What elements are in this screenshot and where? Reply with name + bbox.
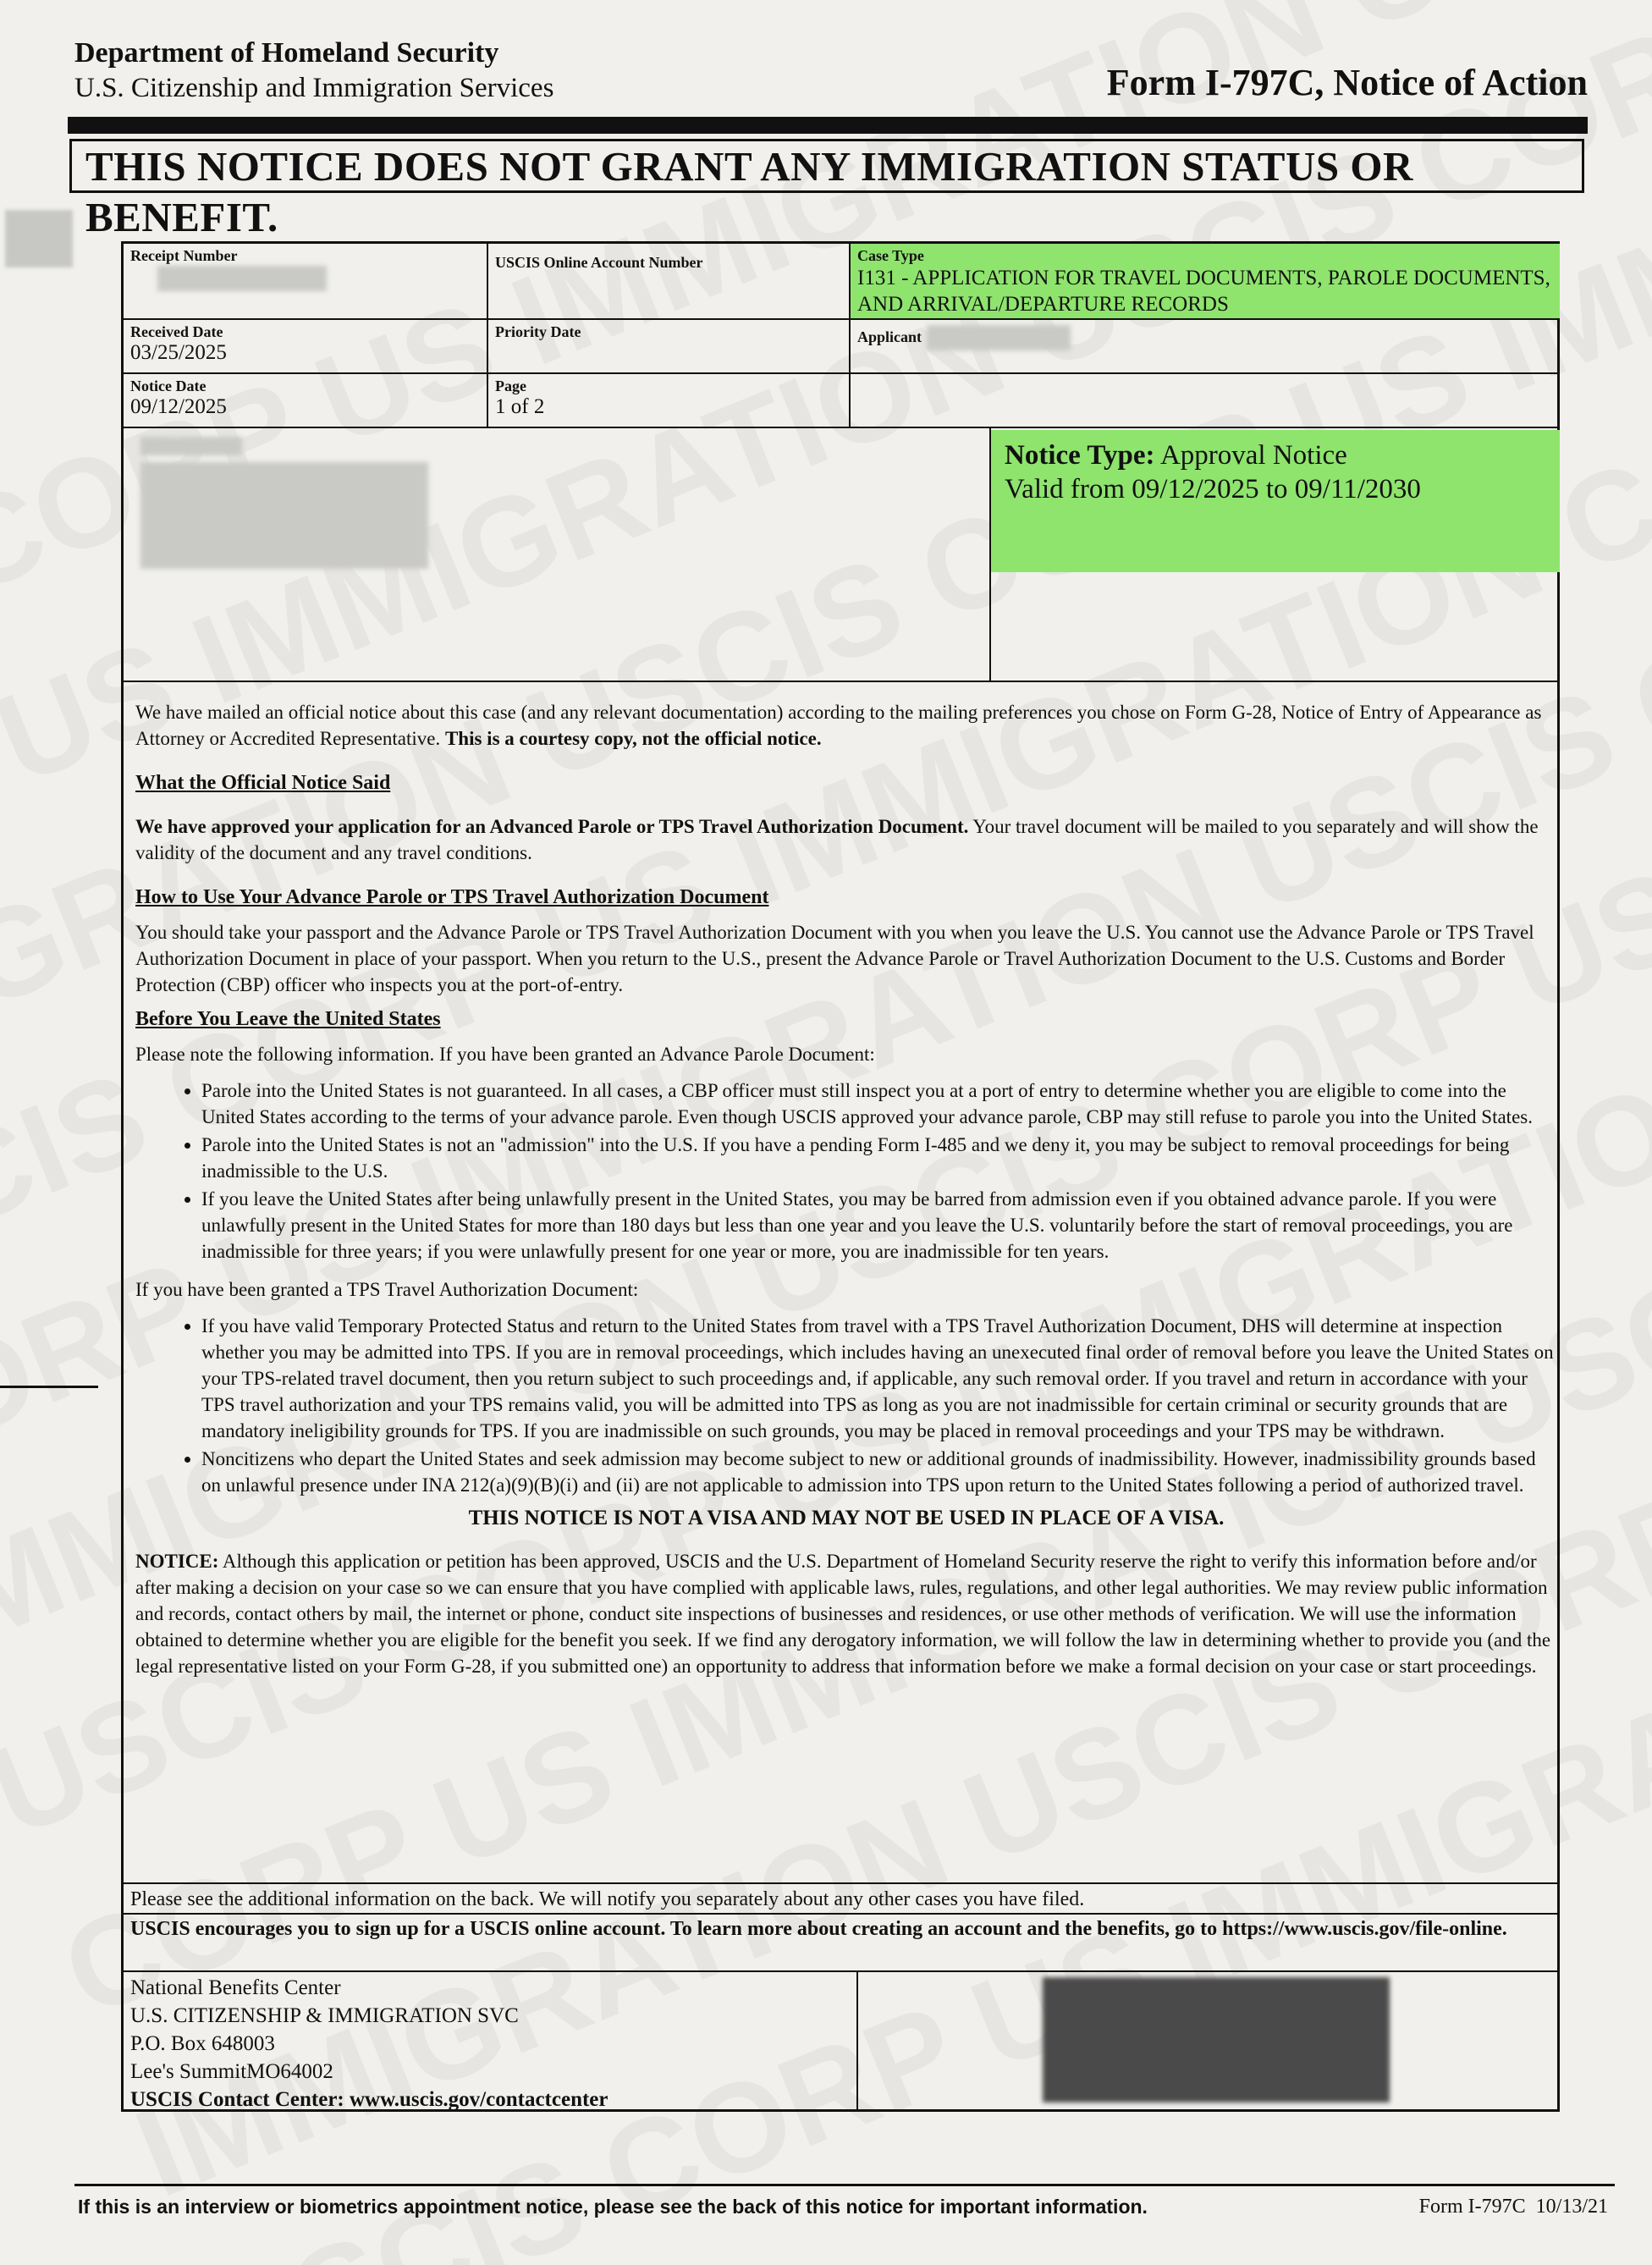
- agency-name: U.S. Citizenship and Immigration Services: [74, 73, 554, 103]
- page-cell: [488, 374, 851, 428]
- header-agency: [74, 37, 553, 104]
- received-date-label: Received Date: [130, 323, 223, 340]
- use-paragraph: You should take your passport and the Advance Parole or TPS Travel Authorization Document with you when you leave the U.S. You cannot use the Advance Parole or TPS Travel Authorization Document in place of your passport. When you return to the U.S., present the Advance Parole or Travel Authorization Document to the U.S. Customs and Border Protection (CBP) officer who inspects you at the port-of-entry.: [135, 922, 1534, 995]
- contact-center-line: USCIS Contact Center: www.uscis.gov/contactcenter: [130, 2088, 608, 2111]
- notice-body: [135, 699, 1557, 1698]
- received-date-cell: [124, 320, 488, 374]
- page-label: Page: [495, 378, 526, 394]
- not-a-visa-notice: THIS NOTICE IS NOT A VISA AND MAY NOT BE USED IN PLACE OF A VISA.: [468, 1507, 1225, 1529]
- section-heading-how-to-use: How to Use Your Advance Parole or TPS Travel Authorization Document: [135, 886, 769, 908]
- redacted-margin-mark: [5, 210, 73, 267]
- notice-type-value: Approval Notice: [1159, 440, 1347, 471]
- applicant-label: Applicant: [857, 328, 922, 345]
- department-name: Department of Homeland Security: [74, 37, 499, 69]
- form-title: Form I-797C, Notice of Action: [1106, 62, 1588, 103]
- intro-paragraph: [135, 699, 1557, 752]
- tps-bullet-list: [135, 1313, 1557, 1498]
- header-rule: [68, 117, 1588, 134]
- receipt-number-cell: [124, 244, 488, 320]
- receipt-number-label: Receipt Number: [130, 247, 238, 264]
- notice-date-label: Notice Date: [130, 378, 206, 394]
- approval-paragraph: [135, 813, 1557, 866]
- notice-form: [121, 241, 1560, 2112]
- list-item: • If you have valid Temporary Protected Status and return to the United States from travel with a TPS Travel Authorization Document, DHS will determine at inspection whether you may be admitted into TPS. If you are in removal proceedings, which includes having an unexecuted final order of removal before you leave the United States on your TPS-related travel document, then you return subject to such proceedings and, if applicable, any such removal order. If you travel and return in accordance with your TPS travel authorization and your TPS remains valid, you will be admitted into TPS as long as you are not inadmissible for certain criminal or security grounds that are mandatory ineligibility grounds for TPS. If you are inadmissible on such grounds, you may be placed in removal proceedings and your TPS may be withdrawn.: [201, 1313, 1557, 1444]
- list-item: • Noncitizens who depart the United States and seek admission may become subject to new or additional grounds of inadmissibility. However, inadmissibility grounds based on unlawful presence under INA 212(a)(9)(B)(i) and (ii) are not applicable to admission into TPS upon return to the United States following a period of authorized travel.: [201, 1446, 1557, 1498]
- approval-detail: Your travel document will be mailed to you separately and will show the validity of the document and any travel conditions.: [135, 816, 1539, 863]
- notice-date-value: 09/12/2025: [130, 395, 227, 418]
- footer-note: If this is an interview or biometrics appointment notice, please see the back of this notice for important information.: [78, 2196, 1148, 2218]
- list-item: • If you leave the United States after being unlawfully present in the United States, you may be barred from admission even if you obtained advance parole. If you were unlawfully present in the United States for more than 180 days but less than one year and you leave the U.S. voluntarily before the start of removal proceedings, you are inadmissible for three years; if you were unlawfully present for one year or more, you are inadmissible for ten years.: [201, 1186, 1557, 1265]
- notice-type-label: Notice Type:: [1005, 440, 1155, 471]
- notice-type-box: [991, 430, 1560, 572]
- online-account-cell: [488, 244, 851, 320]
- office-line-2: U.S. CITIZENSHIP & IMMIGRATION SVC: [130, 2004, 519, 2027]
- status-banner: THIS NOTICE DOES NOT GRANT ANY IMMIGRATION STATUS OR BENEFIT.: [69, 139, 1584, 193]
- validity-period: Valid from 09/12/2025 to 09/11/2030: [1005, 474, 1421, 504]
- priority-date-label: Priority Date: [495, 323, 581, 340]
- office-line-1: National Benefits Center: [130, 1976, 341, 1999]
- notice-date-cell: [124, 374, 488, 428]
- page-value: 1 of 2: [495, 395, 545, 418]
- notice-text: Although this application or petition has been approved, USCIS and the U.S. Department of Homeland Security reserve the right to verify this information before and/or after making a decision on your case so we can ensure that you have complied with applicable laws, rules, regulations, and other legal authorities. We may review public information and records, contact others by mail, the internet or phone, conduct site inspections of businesses and residences, or use other methods of verification. We will use the information obtained to determine whether you are eligible for the benefit you seek. If we find any derogatory information, we will follow the law in determining whether to provide you (and the legal representative listed on your Form G-28, if you submitted one) an opportunity to address that information before we make a formal decision on your case or start proceedings.: [135, 1551, 1551, 1677]
- additional-info-row: Please see the additional information on the back. We will notify you separately about any other cases you have filed.: [124, 1882, 1557, 1913]
- priority-date-cell: [488, 320, 851, 374]
- case-type-label: Case Type: [857, 247, 924, 264]
- section-heading-official-notice: What the Official Notice Said: [135, 772, 391, 794]
- form-number: Form I-797C: [1418, 2196, 1526, 2218]
- case-type-cell: [851, 244, 1560, 320]
- list-item: • Parole into the United States is not an "admission" into the U.S. If you have a pending Form I-485 and we deny it, you may be subject to removal proceedings for being inadmissible to the U.S.: [201, 1132, 1557, 1184]
- redacted-barcode: [1043, 1977, 1390, 2102]
- footer-form-id: [1419, 2196, 1608, 2218]
- approval-statement: We have approved your application for an Advanced Parole or TPS Travel Authorization Document.: [135, 816, 969, 837]
- form-edition-date: 10/13/21: [1535, 2196, 1608, 2218]
- margin-tick: [0, 1386, 98, 1388]
- applicant-cell: [851, 320, 1560, 374]
- office-line-4: Lee's SummitMO64002: [130, 2060, 333, 2083]
- case-type-value: I131 - APPLICATION FOR TRAVEL DOCUMENTS, PAROLE DOCUMENTS, AND ARRIVAL/DEPARTURE RECORDS: [857, 267, 1550, 316]
- before-intro: Please note the following information. If you have been granted an Advance Parole Document:: [135, 1044, 875, 1065]
- notice-type-line: [1005, 438, 1546, 472]
- intro-text: We have mailed an official notice about this case (and any relevant documentation) according to the mailing preferences you chose on Form G-28, Notice of Entry of Appearance as Attorney or Accredited Representative.: [135, 702, 1542, 749]
- received-date-value: 03/25/2025: [130, 341, 227, 364]
- barcode-area: [858, 1970, 1557, 2109]
- online-account-label: USCIS Online Account Number: [495, 254, 703, 271]
- tps-intro: If you have been granted a TPS Travel Authorization Document:: [135, 1279, 639, 1300]
- notice-label: NOTICE:: [135, 1551, 219, 1572]
- online-account-row: USCIS encourages you to sign up for a USCIS online account. To learn more about creating an account and the benefits, go to https://www.uscis.gov/file-online.: [124, 1913, 1557, 1970]
- redacted-receipt-number: [157, 266, 327, 291]
- empty-cell: [851, 374, 1560, 428]
- redacted-applicant: [927, 325, 1071, 350]
- footer-rule: [74, 2184, 1615, 2186]
- redacted-address-block: [140, 462, 428, 569]
- section-heading-before-leave: Before You Leave the United States: [135, 1008, 441, 1030]
- mailing-address-cell: [124, 428, 991, 682]
- redacted-address-line: [140, 437, 242, 455]
- parole-bullet-list: [135, 1077, 1557, 1265]
- verification-notice: [135, 1548, 1557, 1679]
- list-item: • Parole into the United States is not guaranteed. In all cases, a CBP officer must still inspect you at a port of entry to determine whether you are eligible to come into the United States according to the terms of your advance parole. Even though USCIS approved your advance parole, CBP may still refuse to parole you into the United States.: [201, 1077, 1557, 1130]
- service-center-address: [124, 1970, 858, 2109]
- office-line-3: P.O. Box 648003: [130, 2032, 275, 2055]
- courtesy-copy-note: This is a courtesy copy, not the official notice.: [444, 728, 822, 749]
